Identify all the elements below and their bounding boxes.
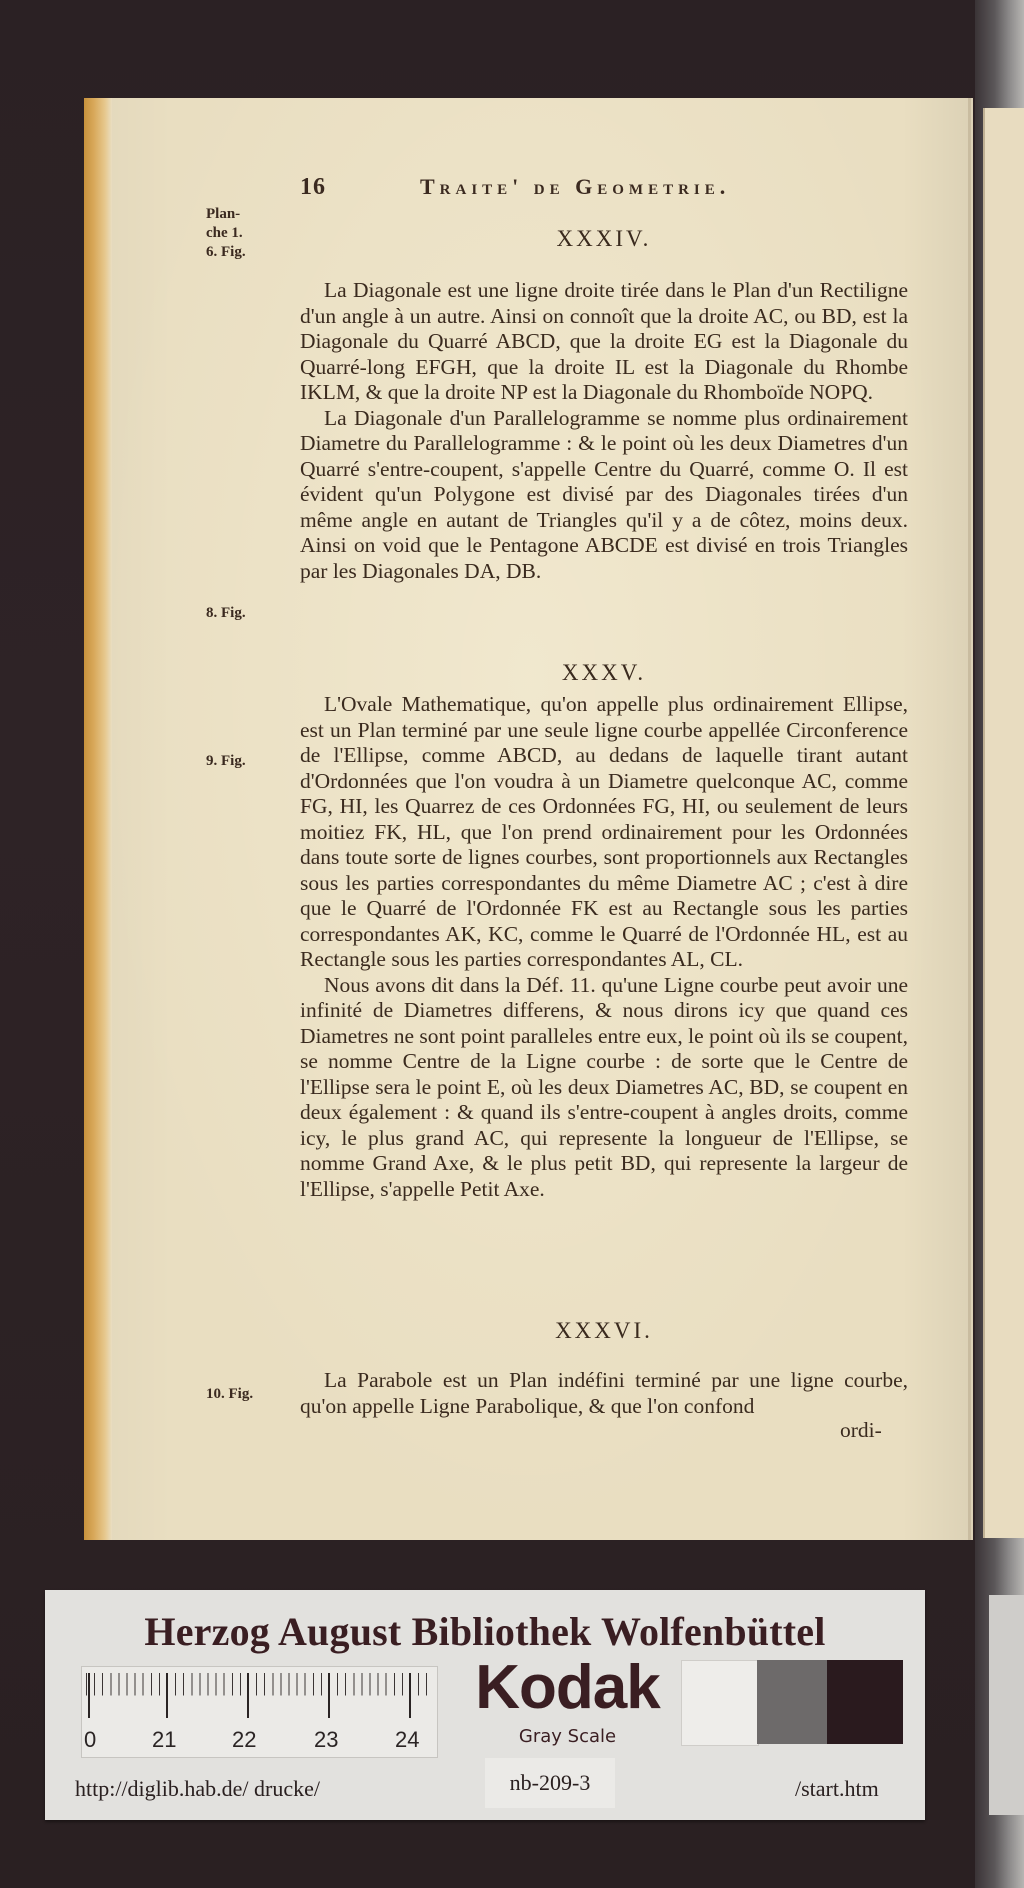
page-gutter bbox=[968, 98, 971, 1540]
page-fore-edge bbox=[84, 98, 112, 1540]
ruler-major-tick bbox=[166, 1673, 168, 1718]
page-number: 16 bbox=[300, 173, 326, 200]
facing-page-sliver bbox=[983, 108, 1024, 1538]
section-xxxv-body bbox=[300, 692, 908, 1202]
margin-note-planche bbox=[206, 205, 246, 262]
institution-name: Herzog August Bibliothek Wolfenbüttel bbox=[144, 1609, 826, 1654]
ruler-label: 24 bbox=[395, 1727, 420, 1752]
catalog-id: nb-209-3 bbox=[485, 1758, 615, 1808]
margin-note-line: Plan- bbox=[206, 206, 241, 222]
margin-note-line: 6. Fig. bbox=[206, 244, 246, 260]
facing-card-sliver bbox=[989, 1595, 1024, 1815]
ruler-label: 21 bbox=[152, 1727, 177, 1752]
section-xxxiv-body bbox=[300, 278, 908, 584]
gray-scale-label: Gray Scale bbox=[518, 1726, 617, 1747]
ruler-major-tick bbox=[328, 1673, 330, 1718]
url-suffix: /start.htm bbox=[795, 1776, 879, 1801]
library-color-card bbox=[45, 1590, 925, 1820]
section-heading-xxxiv: XXXIV. bbox=[556, 226, 652, 251]
ruler-major-tick bbox=[247, 1673, 249, 1718]
url-prefix: http://diglib.hab.de/ drucke/ bbox=[75, 1776, 321, 1801]
section-xxxvi-body bbox=[300, 1368, 908, 1419]
black-swatch bbox=[827, 1660, 903, 1744]
ruler-label: 23 bbox=[314, 1727, 339, 1752]
paragraph: L'Ovale Mathematique, qu'on appelle plus ordinairement Ellipse, est un Plan terminé par une seule ligne courbe appellée Circonference de l'Ellipse, comme ABCD, au dedans de laquelle tirant autant d'Ordonnées que l'on voudra à un Diametre quelconque AC, comme FG, HI, les Quarrez de ces Ordonnées FG, HI, ou seulement de leurs moitiez FK, HL, que l'on prend ordinairement pour les Ordonnées dans toute sorte de lignes courbes, sont proportionnels aux Rectangles sous les parties correspondantes du même Diametre AC ; c'est à dire que le Quarré de l'Ordonnée FK est au Rectangle sous les parties correspondantes AK, KC, comme le Quarré de l'Ordonnée HL, est au Rectangle sous les parties correspondantes AL, CL. bbox=[300, 692, 908, 971]
ruler-labels bbox=[82, 1727, 437, 1753]
white-swatch bbox=[681, 1660, 759, 1746]
section-heading-xxxvi: XXXVI. bbox=[555, 1318, 653, 1343]
ruler-label: 22 bbox=[232, 1727, 257, 1752]
ruler-major-tick bbox=[409, 1673, 411, 1718]
margin-note-fig-8: 8. Fig. bbox=[206, 605, 246, 621]
running-head bbox=[300, 172, 920, 202]
paragraph: La Parabole est un Plan indéfini terminé par une ligne courbe, qu'on appelle Ligne Parabolique, & que l'on confond bbox=[300, 1368, 908, 1418]
catch-word: ordi- bbox=[840, 1418, 882, 1442]
paragraph: Nous avons dit dans la Déf. 11. qu'une Ligne courbe peut avoir une infinité de Diametres differens, & nous dirons icy que quand ces Diametres ne sont point paralleles entre eux, le point où ils se coupent, se nomme Centre de la Ligne courbe : de sorte que le Centre de l'Ellipse sera le point E, où les deux Diametres AC, BD, se coupent en deux également : & quand ils s'entre-coupent à angles droits, comme icy, le plus grand AC, qui represente la longueur de l'Ellipse, se nomme Grand Axe, & le plus petit BD, qui represente la largeur de l'Ellipse, s'appelle Petit Axe. bbox=[300, 972, 908, 1201]
margin-note-line: che 1. bbox=[206, 225, 243, 241]
ruler-label: 0 bbox=[84, 1727, 97, 1752]
gray-swatch bbox=[757, 1660, 827, 1744]
margin-note-fig-9: 9. Fig. bbox=[206, 753, 246, 769]
running-title: Traite' de Geometrie. bbox=[420, 174, 731, 199]
section-heading-xxxv: XXXV. bbox=[561, 660, 647, 685]
margin-note-fig-10: 10. Fig. bbox=[206, 1386, 254, 1402]
ruler-minor-ticks bbox=[86, 1673, 433, 1718]
ruler-major-tick bbox=[88, 1673, 90, 1718]
adjacent-page-edge bbox=[975, 0, 1024, 1888]
kodak-logo: Kodak bbox=[475, 1653, 660, 1722]
paragraph: La Diagonale est une ligne droite tirée dans le Plan d'un Rectiligne d'un angle à un autre. Ainsi on connoît que la droite AC, ou BD, est la Diagonale du Quarré ABCD, que la droite EG est la Diagonale du Quarré-long EFGH, que la droite IL est la Diagonale du Rhombe IKLM, & que la droite NP est la Diagonale du Rhomboïde NOPQ. bbox=[300, 278, 908, 404]
scale-ruler bbox=[81, 1666, 438, 1758]
paragraph: La Diagonale d'un Parallelogramme se nomme plus ordinairement Diametre du Parallelogramme : & le point où les deux Diametres d'un Quarré s'entre-coupent, s'appelle Centre du Quarré, comme O. Il est évident qu'un Polygone est divisé par des Diagonales tirées d'un même angle en autant de Triangles qu'il y a de côtez, moins deux. Ainsi on void que le Pentagone ABCDE est divisé en trois Triangles par les Diagonales DA, DB. bbox=[300, 405, 908, 583]
